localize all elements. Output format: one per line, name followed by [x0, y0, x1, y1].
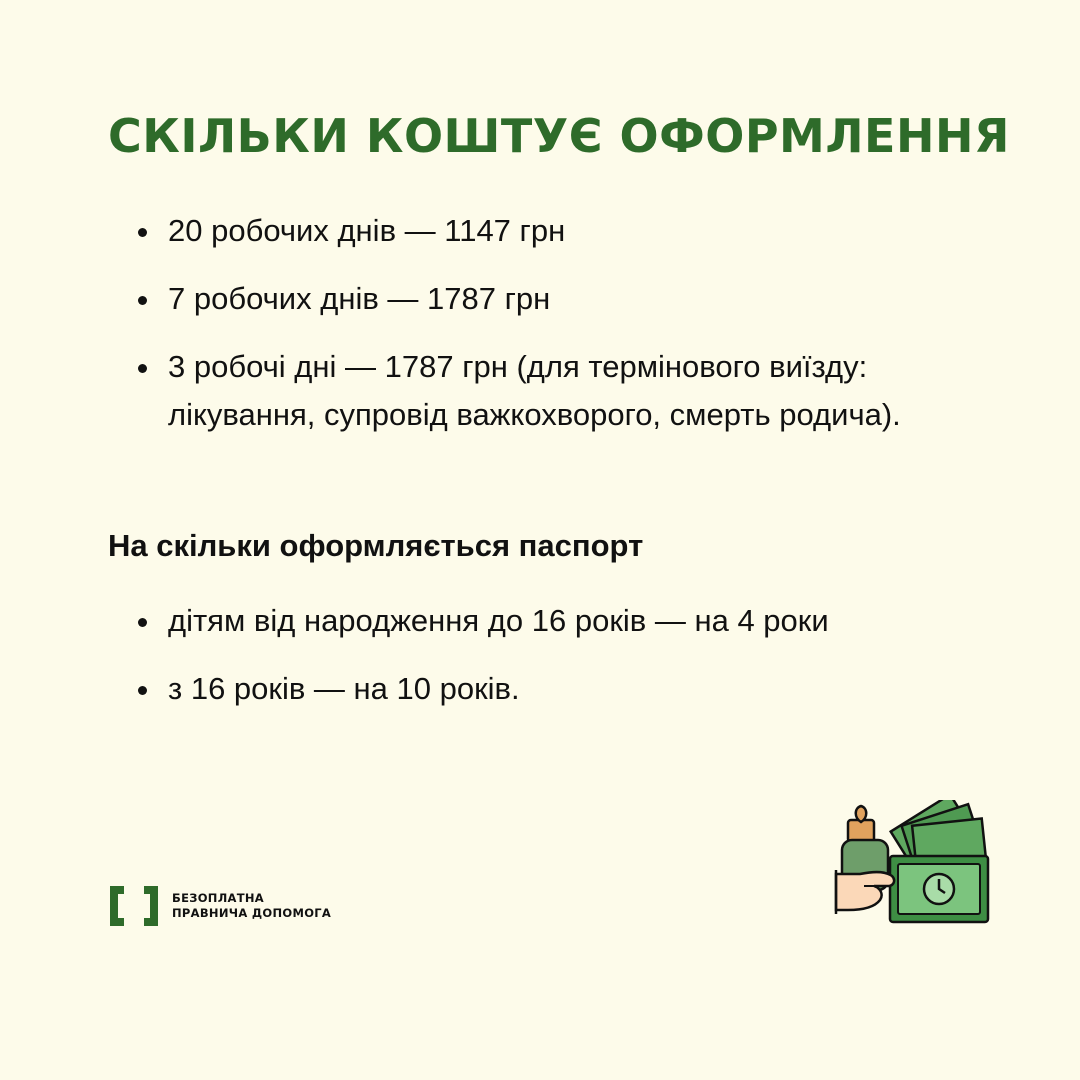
logo-line-1: БЕЗОПЛАТНА — [172, 891, 265, 905]
hand-with-money-icon — [834, 800, 994, 930]
validity-item-adults: з 16 років — на 10 років. — [168, 665, 988, 713]
cost-list — [168, 207, 988, 459]
brand-logo — [108, 884, 331, 928]
cost-item-3-days: 3 робочі дні — 1787 грн (для термінового виїзду: лікування, супровід важкохворого, смерть родича). — [168, 343, 988, 439]
logo-line-2: ПРАВНИЧА ДОПОМОГА — [172, 906, 332, 920]
cost-item-7-days: 7 робочих днів — 1787 грн — [168, 275, 988, 323]
validity-item-children: дітям від народження до 16 років — на 4 роки — [168, 597, 988, 645]
validity-heading: На скільки оформляється паспорт — [108, 528, 644, 563]
validity-list — [168, 597, 988, 733]
cost-item-20-days: 20 робочих днів — 1147 грн — [168, 207, 988, 255]
page-title: СКІЛЬКИ КОШТУЄ ОФОРМЛЕННЯ — [108, 109, 1010, 163]
logo-text — [172, 891, 331, 921]
bracket-logo-icon — [108, 884, 160, 928]
